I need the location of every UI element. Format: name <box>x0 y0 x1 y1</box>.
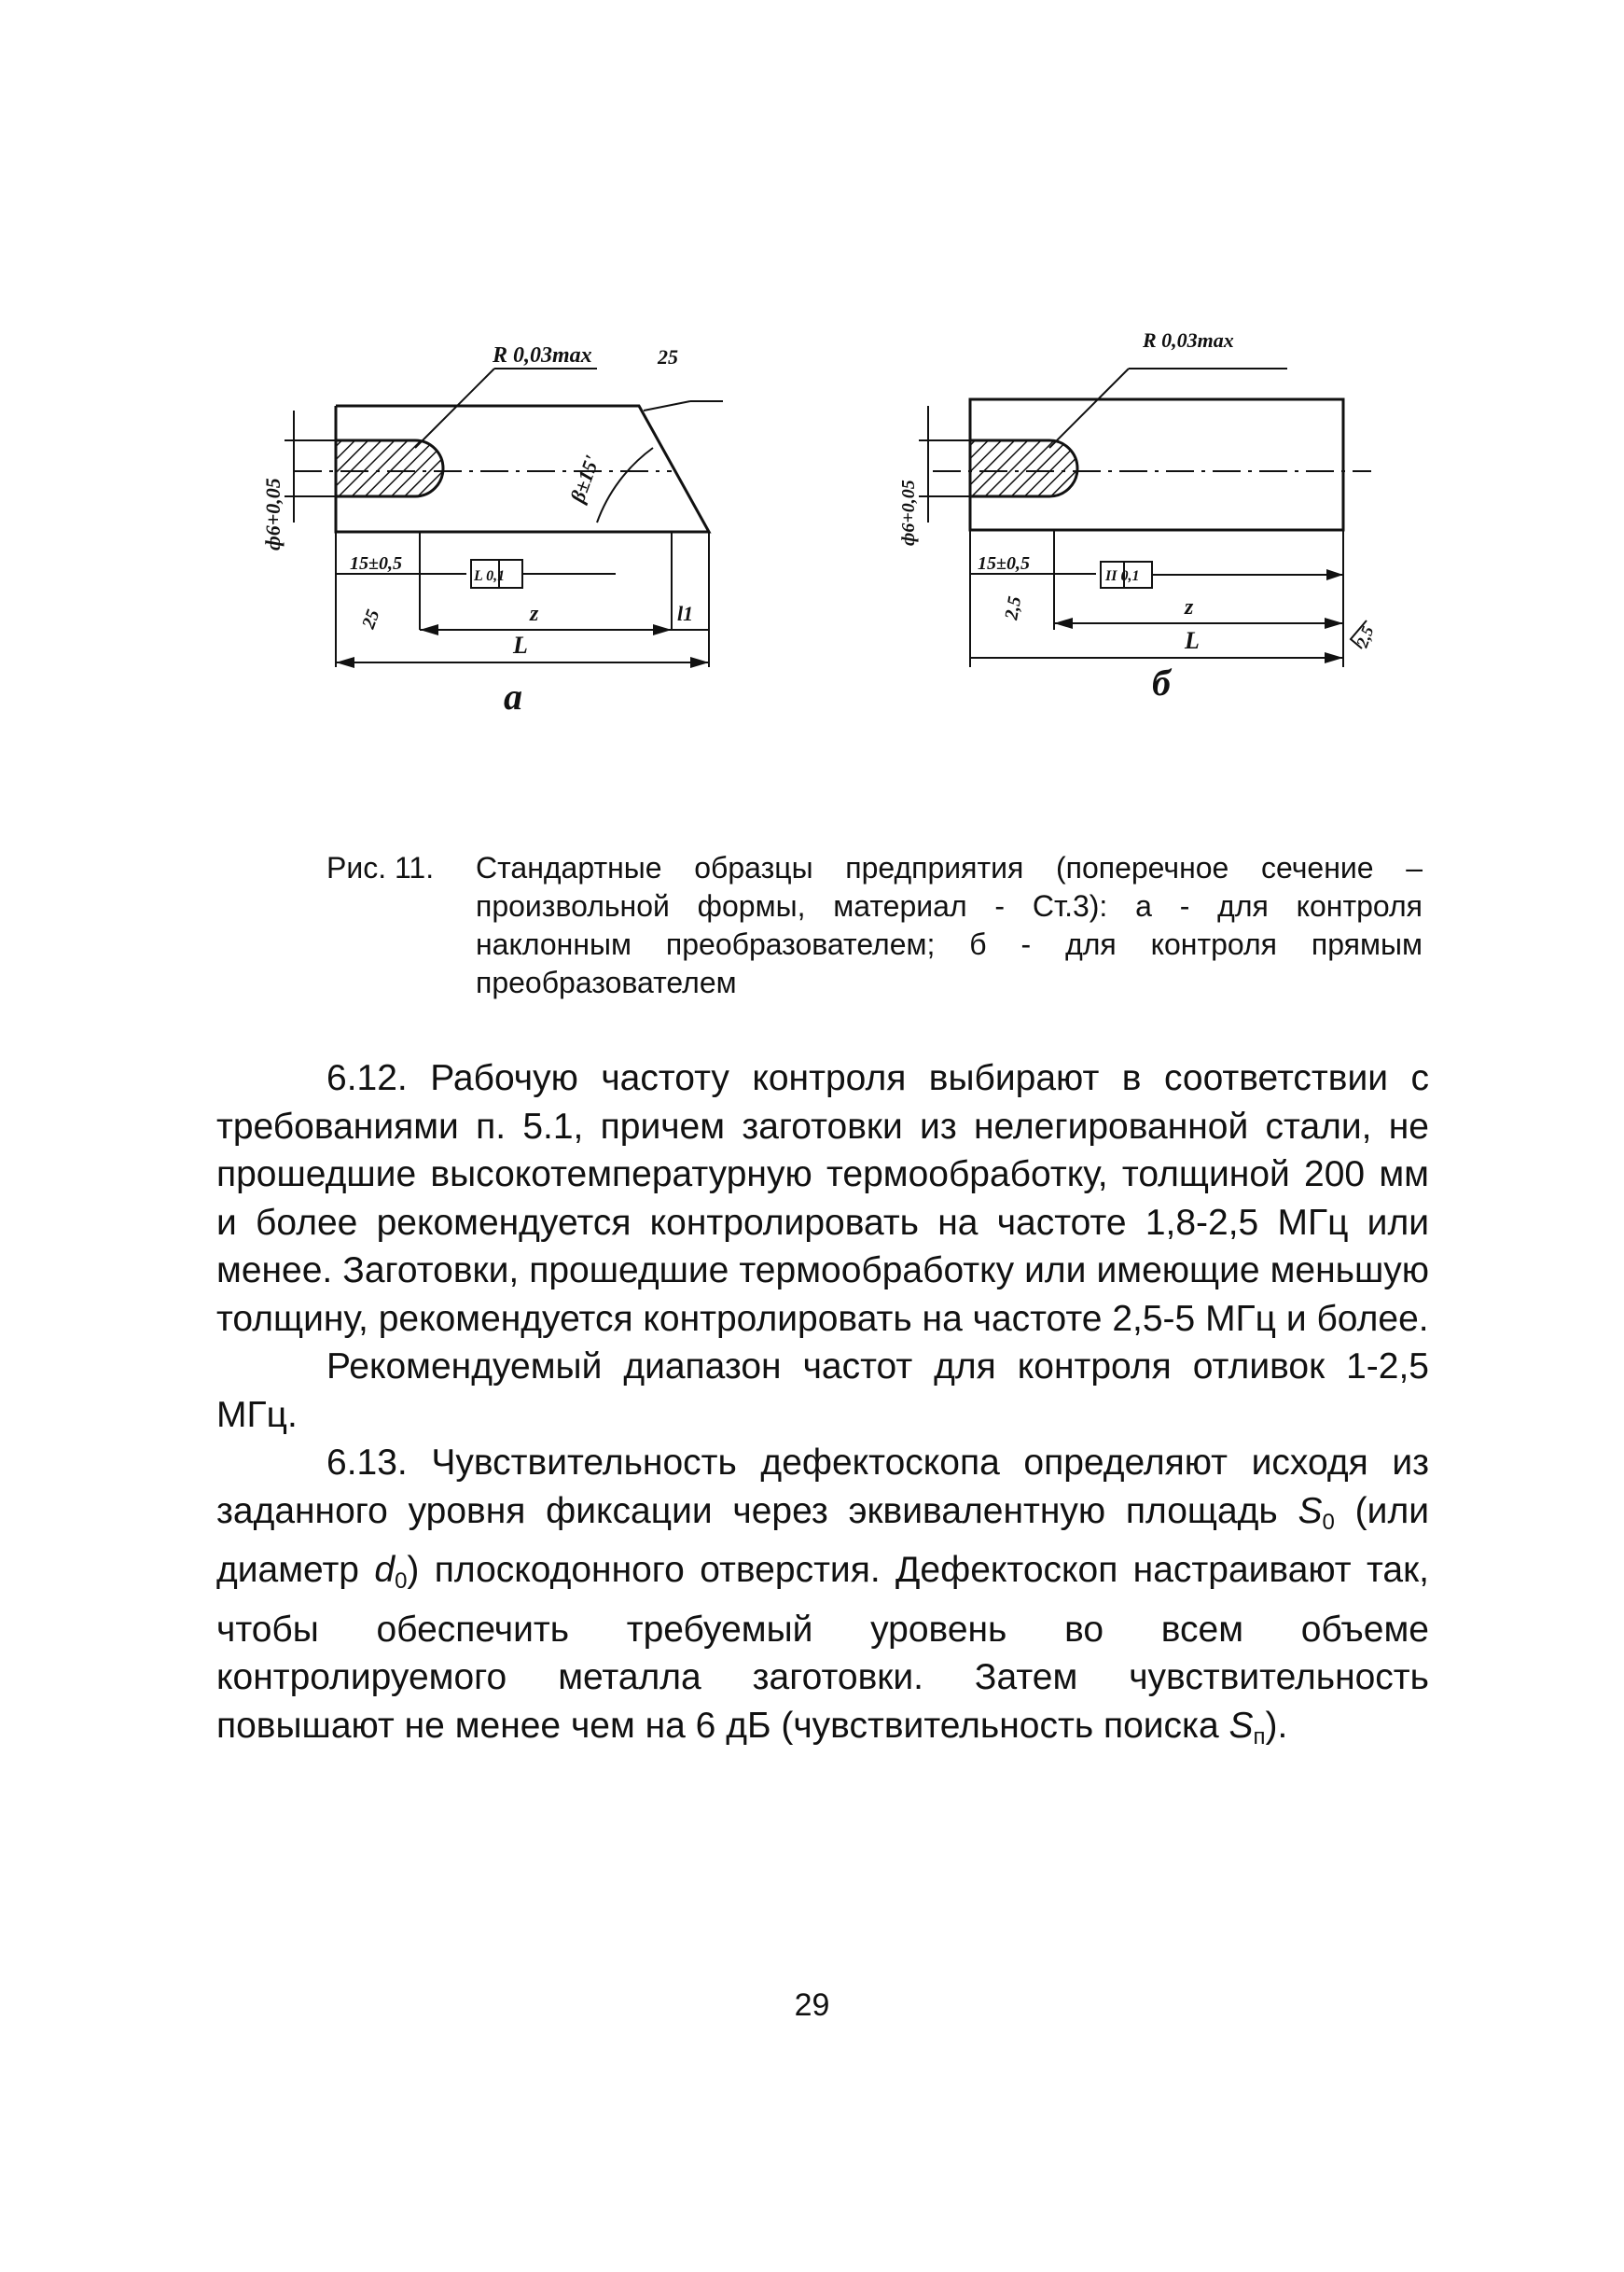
figure-11-drawings <box>0 280 1624 746</box>
symbol-d0: $d_0$ <box>374 1550 408 1594</box>
panel-a-dim-l1: l1 <box>677 602 694 625</box>
caption-text: Стандартные образцы предприятия (поперечное сечение – произвольной формы, материал - Ст.3): а - для контроля наклонным преобразователем; б - для контроля прямым преобразователем <box>476 851 1423 999</box>
p613-text-b: (или диаметр <box>216 1490 1429 1590</box>
panel-b-drawing <box>919 369 1371 667</box>
panel-b-diameter: ф6+0,05 <box>898 480 919 546</box>
panel-a-drawing <box>285 369 723 668</box>
p613-text-a: 6.13. Чувствительность дефектоскопа определяют исходя из заданного уровня фиксации через эквивалентную площадь <box>216 1443 1429 1531</box>
panel-a-tolerance-box: L 0,1 <box>474 568 506 584</box>
symbol-Sn: $S_п$ <box>1228 1705 1266 1749</box>
symbol-S0: $S_0$ <box>1298 1490 1335 1535</box>
paragraph-frequency-range: Рекомендуемый диапазон частот для контроля отливок 1-2,5 МГц. <box>216 1346 1429 1435</box>
panel-a-angle: β±15' <box>565 452 604 506</box>
p613-text-c: ) плоскодонного отверстия. Дефектоскоп настраивают так, чтобы обеспечить требуемый уровень во всем объеме контролируемого металла заготовки. Затем чувствительность повышают не менее чем на 6 дБ (чувствительность поиска <box>216 1550 1429 1746</box>
panel-b-label: б <box>1152 662 1171 704</box>
panel-b-dim-L: L <box>1185 627 1200 654</box>
body-text <box>216 1054 1429 1761</box>
paragraph-6-12: 6.12. Рабочую частоту контроля выбирают в соответствии с требованиями п. 5.1, причем заготовки из нелегированной стали, не прошедшие высокотемпературную термообработку, толщиной 200 мм и более рекомендуется контролировать на частоте 1,8-2,5 МГц или менее. Заготовки, прошедшие термообработку или имеющие меньшую толщину, рекомендуется контролировать на частоте 2,5-5 МГц и более. <box>216 1058 1429 1339</box>
panel-a-dim-L: L <box>513 632 528 659</box>
panel-b-depth: 15±0,5 <box>978 553 1030 574</box>
panel-b-surface-mark: 2,5 <box>1352 623 1378 650</box>
panel-b-tolerance-left: 2,5 <box>1001 594 1026 621</box>
panel-b-dim-z: z <box>1185 595 1194 620</box>
panel-a-label: а <box>504 676 522 718</box>
caption-number: Рис. 11. <box>326 851 435 885</box>
panel-a-tolerance-left: 25 <box>358 606 384 632</box>
panel-a-depth: 15±0,5 <box>350 553 402 574</box>
figure-caption <box>326 849 1423 1002</box>
panel-a-roughness: R 0,03max <box>493 343 592 368</box>
paragraph-6-13 <box>216 1439 1429 1761</box>
panel-a-dim-z: z <box>530 602 539 626</box>
page-number: 29 <box>794 1987 830 2023</box>
panel-a-surface-mark: 25 <box>658 345 678 369</box>
panel-b-roughness: R 0,03max <box>1143 328 1234 352</box>
panel-b-tolerance-box: II 0,1 <box>1105 568 1140 584</box>
p613-text-end: ). <box>1265 1705 1288 1746</box>
panel-a-diameter: ф6+0,05 <box>261 478 285 551</box>
